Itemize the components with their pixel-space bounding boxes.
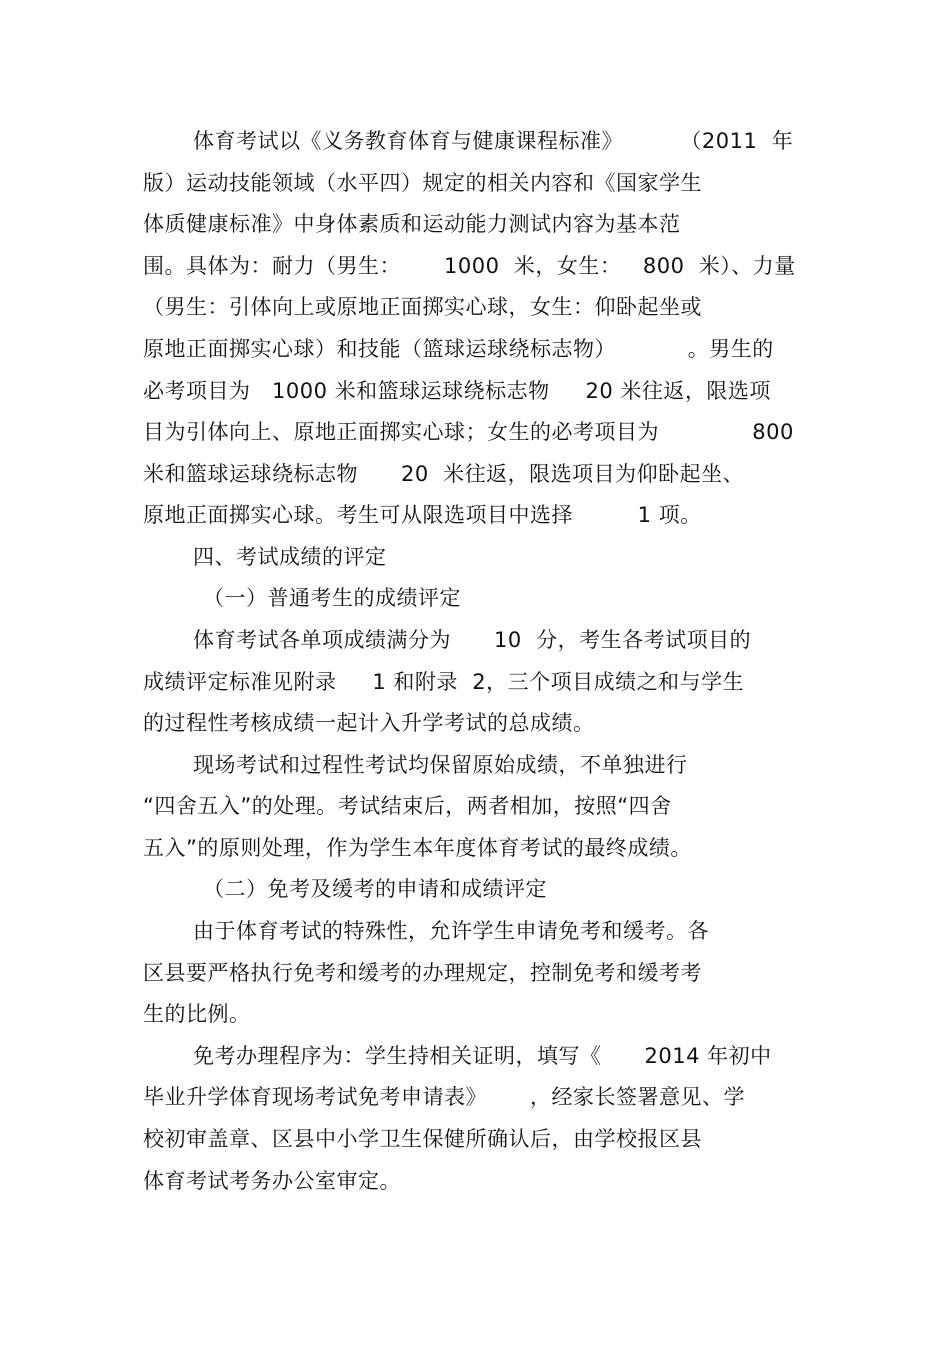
text-line: 校初审盖章、区县中小学卫生保健所确认后，由学校报区县	[143, 1127, 702, 1151]
text-line: 毕业升学体育现场考试免考申请表》 ，经家长签署意见、学	[143, 1085, 746, 1109]
text-line: 围。具体为：耐力（男生： 1000 米，女生： 800 米）、力量	[143, 254, 796, 278]
text-line: 体育考试各单项成绩满分为 10 分，考生各考试项目的	[193, 628, 752, 652]
text-line: “四舍五入”的处理。考试结束后，两者相加，按照“四舍	[143, 794, 672, 818]
text-line: 体质健康标准》中身体素质和运动能力测试内容为基本范	[143, 212, 681, 236]
text-line: 的过程性考核成绩一起计入升学考试的总成绩。	[143, 711, 595, 735]
text-line: 目为引体向上、原地正面掷实心球；女生的必考项目为 800	[143, 420, 794, 444]
text-line: 原地正面掷实心球。考生可从限选项目中选择 1 项。	[143, 503, 702, 527]
section-heading: 四、考试成绩的评定	[193, 545, 387, 569]
text-line: 现场考试和过程性考试均保留原始成绩，不单独进行	[193, 753, 688, 777]
text-line: 体育考试考务办公室审定。	[143, 1169, 401, 1193]
text-line: 生的比例。	[143, 1002, 251, 1026]
text-line: 成绩评定标准见附录 1 和附录 2，三个项目成绩之和与学生	[143, 670, 745, 694]
subsection-heading: （一）普通考生的成绩评定	[203, 586, 461, 610]
text-line: 体育考试以《义务教育体育与健康课程标准》 （2011 年	[193, 129, 794, 153]
text-line: 版）运动技能领域（水平四）规定的相关内容和《国家学生	[143, 171, 702, 195]
subsection-heading: （二）免考及缓考的申请和成绩评定	[203, 877, 547, 901]
text-line: 五入”的原则处理，作为学生本年度体育考试的最终成绩。	[143, 836, 692, 860]
text-line: 免考办理程序为：学生持相关证明，填写《 2014 年初中	[193, 1044, 772, 1068]
text-line: 米和篮球运球绕标志物 20 米往返，限选项目为仰卧起坐、	[143, 462, 745, 486]
text-line: 区县要严格执行免考和缓考的办理规定，控制免考和缓考考	[143, 961, 702, 985]
text-line: 由于体育考试的特殊性，允许学生申请免考和缓考。各	[193, 919, 709, 943]
text-line: （男生：引体向上或原地正面掷实心球，女生：仰卧起坐或	[143, 295, 702, 319]
text-line: 必考项目为 1000 米和篮球运球绕标志物 20 米往返，限选项	[143, 379, 771, 403]
text-line: 原地正面掷实心球）和技能（篮球运球绕标志物） 。男生的	[143, 337, 774, 361]
